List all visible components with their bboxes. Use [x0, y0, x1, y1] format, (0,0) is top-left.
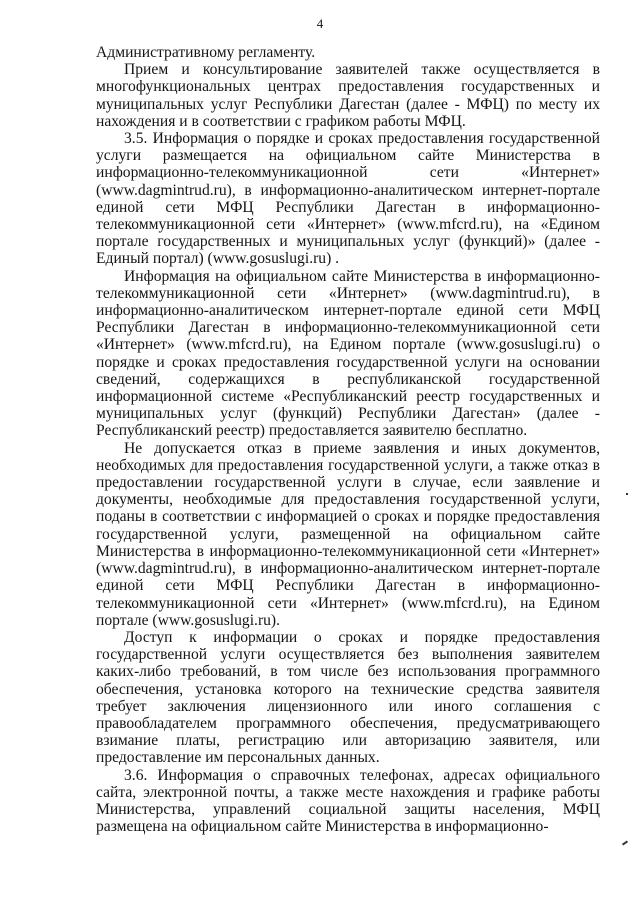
paragraph-3-6: 3.6. Информация о справочных телефонах, адресах официального сайта, электронной почты, а также месте нахождения и графике работы Министерства, управлений социальной защиты населения, МФЦ размещена на официальном сайте Министерства в информационно- — [96, 766, 600, 836]
scan-mark — [622, 840, 628, 845]
paragraph-access-requirements: Доступ к информации о сроках и порядке предоставления государственной услуги осуществляется без выполнения заявителем каких-либо требований, в том числе без использования программного обеспечения, установка которого на технические средства заявителя требует заключения лицензионного или иного соглашения с правообладателем программного обеспечения, предусматривающего взимание платы, регистрацию или авторизацию заявителя, или предоставление им персональных данных. — [96, 628, 600, 767]
paragraph-continuation: Административному регламенту. — [96, 44, 316, 61]
document-body — [96, 44, 600, 835]
paragraph-no-refusal: Не допускается отказ в приеме заявления и иных документов, необходимых для предоставления государственной услуги, а также отказ в предоставлении государственной услуги в случае, если заявление и документы, необходимые для предоставления государственной услуги, поданы в соответствии с информацией о сроках и порядке предоставления государственной услуги, размещенной на официальном сайте Министерства в информационно-телекоммуникационной сети «Интернет» (www.dagmintrud.ru), в информационно-аналитическом интернет-портале единой сети МФЦ Республики Дагестан в информационно-телекоммуникационной сети «Интернет» (www.mfcrd.ru), на Едином портале (www.gosuslugi.ru). — [96, 439, 600, 629]
paragraph-mfc-consulting: Прием и консультирование заявителей также осуществляется в многофункциональных центрах предоставления государственных и муниципальных услуг Республики Дагестан (далее - МФЦ) по месту их нахождения и в соответствии с графиком работы МФЦ. — [96, 61, 600, 130]
page-number: 4 — [316, 16, 324, 31]
paragraph-free-information: Информация на официальном сайте Министерства в информационно-телекоммуникационной сети «Интернет» (www.dagmintrud.ru), в информационно-аналитическом интернет-портале единой сети МФЦ Республики Дагестан в информационно-телекоммуникационной сети «Интернет» (www.mfcrd.ru), на Едином портале (www.gosuslugi.ru) о порядке и сроках предоставления государственной услуги на основании сведений, содержащихся в республиканской государственной информационной системе «Республиканский реестр государственных и муниципальных услуг (функций) Республики Дагестан» (далее - Республиканский реестр) предоставляется заявителю бесплатно. — [96, 267, 600, 440]
paragraph-3-5: 3.5. Информация о порядке и сроках предоставления государственной услуги размещается на официальном сайте Министерства в информационно-телекоммуникационной сети «Интернет» (www.dagmintrud.ru), в информационно-аналитическом интернет-портале единой сети МФЦ Республики Дагестан в информационно-телекоммуникационной сети «Интернет» (www.mfcrd.ru), на «Едином портале государственных и муниципальных услуг (функций)» (далее - Единый портал) (www.gosuslugi.ru) . — [96, 130, 600, 268]
scan-mark — [626, 493, 628, 495]
